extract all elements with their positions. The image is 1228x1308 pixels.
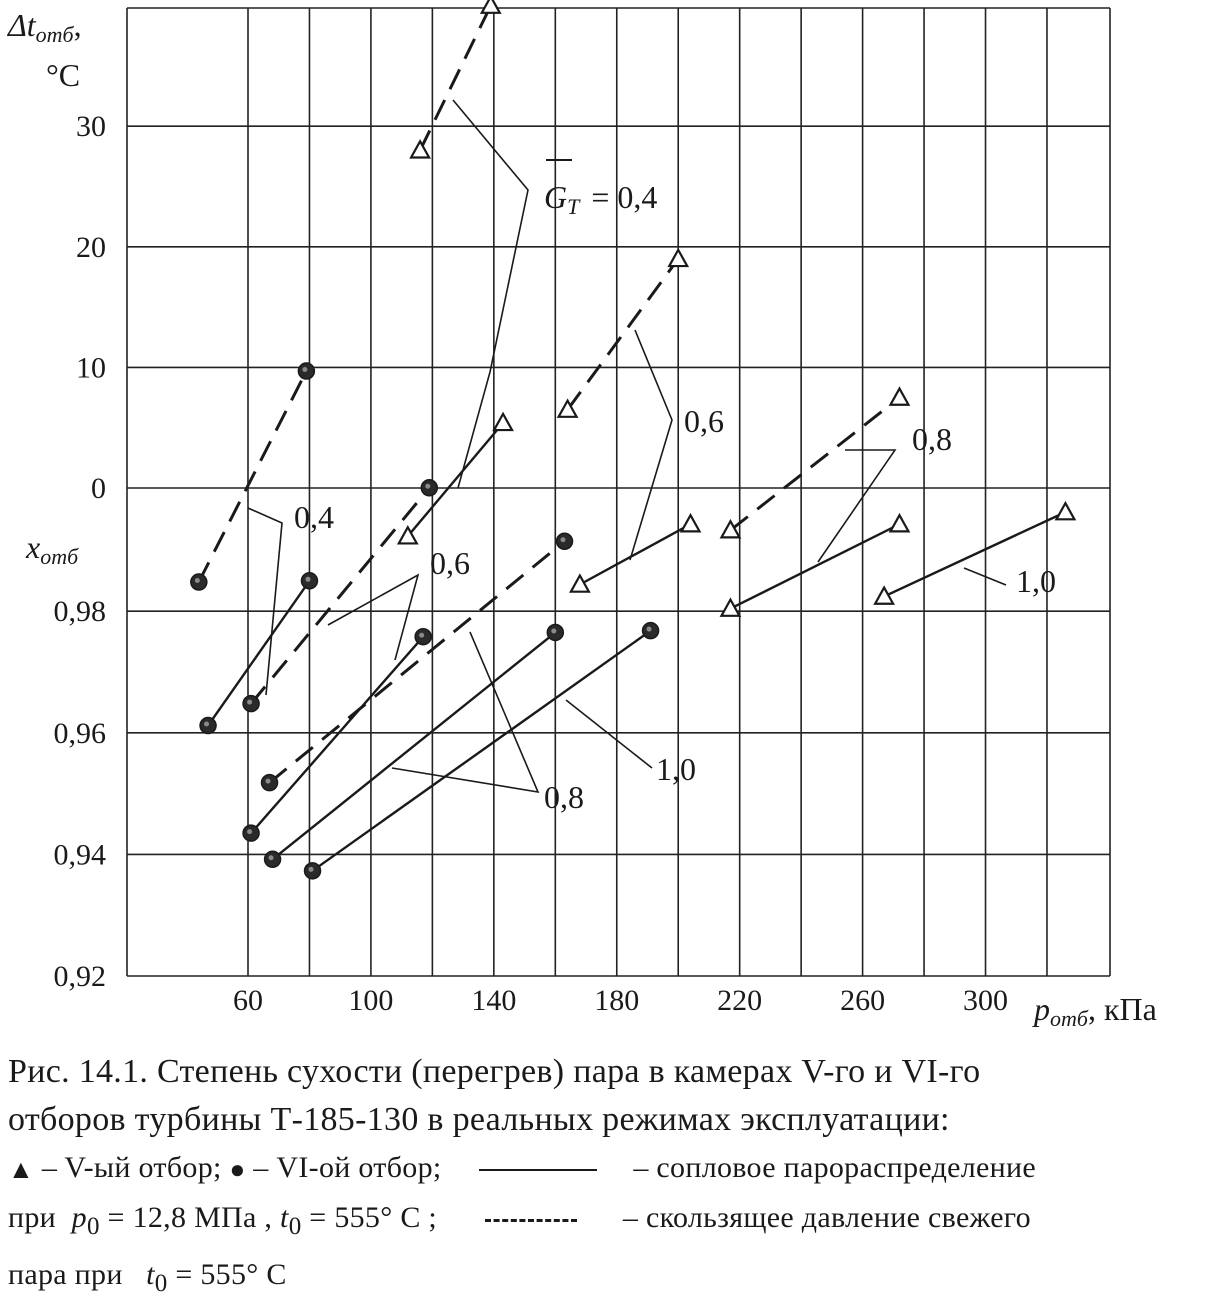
x-tick-260: 260: [840, 984, 886, 1017]
y-top-axis-label: [6, 7, 82, 93]
x-axis-label: [1032, 991, 1157, 1031]
svg-text:xотб: [25, 529, 79, 569]
svg-text:Δtотб,: Δtотб,: [8, 7, 82, 47]
label-bot-10: 1,0: [656, 751, 696, 787]
v-series-point-2-1: [669, 250, 687, 266]
ytop-tick-30: 30: [76, 110, 106, 144]
dot-icon: ●: [229, 1155, 246, 1185]
y-top-label-main: Δt: [8, 7, 36, 43]
v-series-point-4-1: [890, 389, 908, 405]
t0-symbol-2: t: [146, 1258, 155, 1292]
svg-text:GT= 0,4: [544, 179, 657, 219]
leader-line-7: [566, 700, 652, 768]
leader-line-5: [328, 575, 418, 660]
gt-symbol: G: [544, 179, 568, 215]
vi-series-line-3: [251, 637, 423, 833]
leader-line-0: [453, 100, 528, 488]
legend-solid-text: – сопловое парораспределение: [633, 1151, 1036, 1184]
caption-prefix-pri: при: [8, 1201, 57, 1235]
leader-line-1: [630, 330, 672, 560]
vi-series-point-highlight-0-1: [302, 367, 307, 372]
x-tick-300: 300: [963, 984, 1009, 1017]
v-series-point-5-1: [890, 515, 908, 531]
t0-value: = 555° С ;: [301, 1201, 438, 1235]
caption-line-2: отборов турбины Т-185-130 в реальных режимах эксплуатации:: [8, 1101, 950, 1138]
vi-series-point-highlight-3-1: [419, 633, 424, 638]
vi-series-point-highlight-5-0: [269, 855, 274, 860]
vi-series-point-highlight-3-0: [247, 829, 252, 834]
vi-series-line-0: [199, 371, 307, 582]
leader-line-4: [248, 508, 282, 695]
x-tick-100: 100: [348, 984, 394, 1017]
v-series-point-6-1: [1056, 503, 1074, 519]
x-tick-140: 140: [471, 984, 517, 1017]
triangle-icon: ▲: [8, 1155, 35, 1185]
label-bot-08: 0,8: [544, 779, 584, 815]
label-bot-06: 0,6: [430, 545, 470, 581]
vi-series-point-highlight-6-0: [309, 867, 314, 872]
ybot-tick-0,94: 0,94: [53, 838, 106, 872]
vi-series-point-highlight-1-0: [204, 722, 209, 727]
v-series-point-6-0: [875, 588, 893, 604]
vi-series-point-highlight-1-1: [305, 577, 310, 582]
vi-series-point-highlight-4-1: [561, 537, 566, 542]
x-tick-60: 60: [233, 984, 263, 1017]
x-tick-180: 180: [594, 984, 640, 1017]
vi-series-point-highlight-4-0: [266, 779, 271, 784]
vi-series-point-highlight-5-1: [551, 628, 556, 633]
y-top-unit: °C: [46, 57, 81, 93]
y-bottom-label-main: x: [26, 529, 41, 565]
v-series-line-4: [731, 398, 900, 531]
x-label-sub: отб: [1050, 1006, 1088, 1031]
legend-vi-text: – VI-ой отбор;: [253, 1151, 442, 1184]
legend-v-text: – V-ый отбор;: [41, 1151, 222, 1184]
v-series-point-3-0: [571, 575, 589, 591]
vi-series-point-highlight-2-0: [247, 700, 252, 705]
y-bottom-label-sub: отб: [40, 544, 79, 569]
vi-series-line-6: [313, 631, 651, 871]
y-bottom-axis-label: [25, 529, 79, 569]
svg-text:pотб, кПа: [1032, 991, 1157, 1031]
caption-line-5: [8, 1251, 1223, 1308]
v-series-line-3: [580, 524, 691, 584]
v-series-point-0-0: [411, 141, 429, 157]
ytop-tick-10: 10: [76, 351, 106, 385]
ytop-tick-20: 20: [76, 230, 106, 264]
ybot-tick-0,96: 0,96: [53, 716, 106, 750]
p0-symbol: p: [71, 1201, 87, 1235]
leader-line-6: [392, 632, 538, 792]
x-label-unit: , кПа: [1087, 991, 1157, 1027]
v-series-point-0-1: [482, 0, 500, 13]
v-series-line-5: [731, 524, 900, 608]
ybot-tick-0,98: 0,98: [53, 595, 106, 629]
vi-series-point-highlight-0-0: [195, 578, 200, 583]
p0-sub: 0: [86, 1213, 100, 1241]
x-label-main: p: [1034, 991, 1050, 1027]
label-top-08: 0,8: [912, 421, 952, 457]
solid-line-icon: [479, 1169, 597, 1171]
gt-value: = 0,4: [591, 179, 658, 215]
ytop-tick-0: 0: [91, 472, 106, 505]
v-series-point-3-1: [682, 515, 700, 531]
ybot-tick-0,92: 0,92: [53, 960, 106, 993]
dashed-line-icon: [485, 1219, 577, 1222]
t0-symbol: t: [280, 1201, 289, 1235]
t0-sub: 0: [288, 1213, 302, 1241]
v-series-line-1: [408, 423, 503, 536]
gt-sub: T: [567, 194, 580, 219]
t0-value-2: = 555° С: [167, 1258, 287, 1292]
vi-series-point-highlight-2-1: [425, 484, 430, 489]
label-top-06: 0,6: [684, 403, 724, 439]
grid: [127, 8, 1110, 976]
figure-caption: [8, 1048, 1223, 1308]
v-series-line-0: [420, 6, 491, 151]
caption-line-3: [8, 1144, 1223, 1194]
caption-line-4: [8, 1194, 1223, 1251]
label-bot-04: 0,4: [294, 499, 334, 535]
label-top-10: 1,0: [1016, 563, 1056, 599]
caption-line-1: Рис. 14.1. Степень сухости (перегрев) пара в камерах V-го и VI-го: [8, 1053, 981, 1090]
vi-series-line-5: [273, 633, 556, 860]
v-series-line-2: [568, 259, 679, 410]
legend-dashed-text: – скользящее давление свежего: [622, 1201, 1031, 1235]
vi-series-point-highlight-6-1: [647, 627, 652, 632]
v-series-point-5-0: [721, 600, 739, 616]
caption-prefix-para: пара при: [8, 1258, 123, 1292]
t0-sub-2: 0: [154, 1270, 168, 1298]
vi-series-line-2: [251, 488, 429, 704]
y-top-label-sub: отб: [35, 22, 74, 47]
x-tick-220: 220: [717, 984, 763, 1017]
v-series-point-1-1: [494, 414, 512, 430]
p0-value: = 12,8 МПа ,: [99, 1201, 273, 1235]
